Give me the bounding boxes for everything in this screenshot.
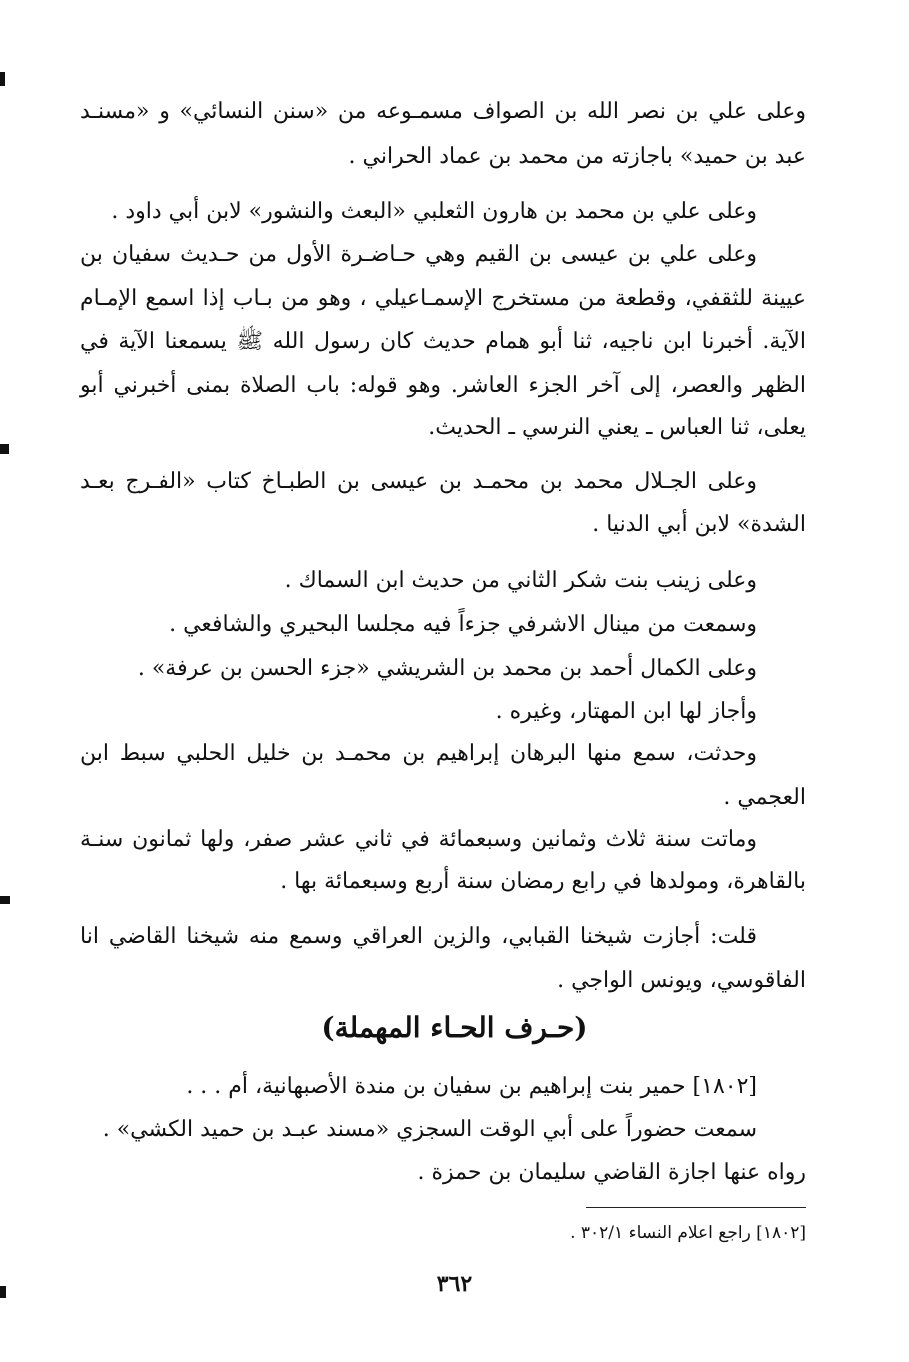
text-line: الفاقوسي، ويونس الواجي . bbox=[557, 968, 806, 993]
text-line: قلت: أجازت شيخنا القبابي، والزين العراقي وسمع منه شيخنا القاضي انا bbox=[80, 924, 757, 949]
text-line: رواه عنها اجازة القاضي سليمان بن حمزة . bbox=[417, 1160, 806, 1185]
text-line: وحدثت، سمع منها البرهان إبراهيم بن محمـد بن خليل الحلبي سبط ابن bbox=[80, 741, 757, 766]
text-line: العجمي . bbox=[723, 785, 806, 810]
text-line: وعلى علي بن نصر الله بن الصواف مسمـوعه من «سنن النسائي» و «مسنـد bbox=[80, 99, 806, 124]
scan-edge-mark bbox=[0, 444, 9, 454]
text-line: الشدة» لابن أبي الدنيا . bbox=[592, 512, 806, 537]
scan-edge-mark bbox=[0, 896, 10, 904]
footnote-divider bbox=[586, 1207, 806, 1208]
text-line: وعلى الكمال أحمد بن محمد بن الشريشي «جزء الحسن بن عرفة» . bbox=[137, 656, 757, 681]
text-line: عيينة للثقفي، وقطعة من مستخرج الإسمـاعيلي ، وهو من بـاب إذا اسمع الإمـام bbox=[80, 286, 806, 311]
text-line: الظهر والعصر، إلى آخر الجزء العاشر. وهو قوله: باب الصلاة بمنى أخبرني أبو bbox=[80, 373, 806, 398]
footnote: [١٨٠٢] راجع اعلام النساء ٣٠٢/١ . bbox=[570, 1223, 806, 1243]
text-line: وأجاز لها ابن المهتار، وغيره . bbox=[495, 699, 757, 724]
text-line: بالقاهرة، ومولدها في رابع رمضان سنة أربع وسبعمائة بها . bbox=[280, 869, 806, 894]
text-line: سمعت حضوراً على أبي الوقت السجزي «مسند عبـد بن حميد الكشي» . bbox=[102, 1117, 757, 1142]
text-line: عبد بن حميد» باجازته من محمد بن عماد الحراني . bbox=[348, 144, 806, 169]
text-line: وعلى علي بن عيسى بن القيم وهي حـاضـرة الأول من حـديث سفيان بن bbox=[80, 242, 757, 267]
scan-edge-mark bbox=[0, 1286, 6, 1298]
text-line: وماتت سنة ثلاث وثمانين وسبعمائة في ثاني عشر صفر، ولها ثمانون سنـة bbox=[80, 827, 757, 852]
text-line: الآية. أخبرنا ابن ناجيه، ثنا أبو همام حديث كان رسول الله ﷺ يسمعنا الآية في bbox=[80, 329, 806, 354]
text-line: يعلى، ثنا العباس ـ يعني النرسي ـ الحديث. bbox=[428, 415, 806, 440]
section-heading: (حـرف الحـاء المهملة) bbox=[321, 1011, 588, 1044]
entry-title: [١٨٠٢] حمير بنت إبراهيم بن سفيان بن مندة الأصبهانية، أم . . . bbox=[186, 1074, 757, 1099]
text-line: وعلى زينب بنت شكر الثاني من حديث ابن السماك . bbox=[284, 568, 757, 593]
text-line: وسمعت من مينال الاشرفي جزءاً فيه مجلسا البحيري والشافعي . bbox=[169, 612, 757, 637]
page-number: ٣٦٢ bbox=[436, 1271, 473, 1297]
text-line: وعلى الجـلال محمد بن محمـد بن عيسى بن الطبـاخ كتاب «الفـرج بعـد bbox=[80, 469, 757, 494]
scan-edge-mark bbox=[0, 72, 5, 86]
text-line: وعلى علي بن محمد بن هارون الثعلبي «البعث والنشور» لابن أبي داود . bbox=[111, 199, 757, 224]
